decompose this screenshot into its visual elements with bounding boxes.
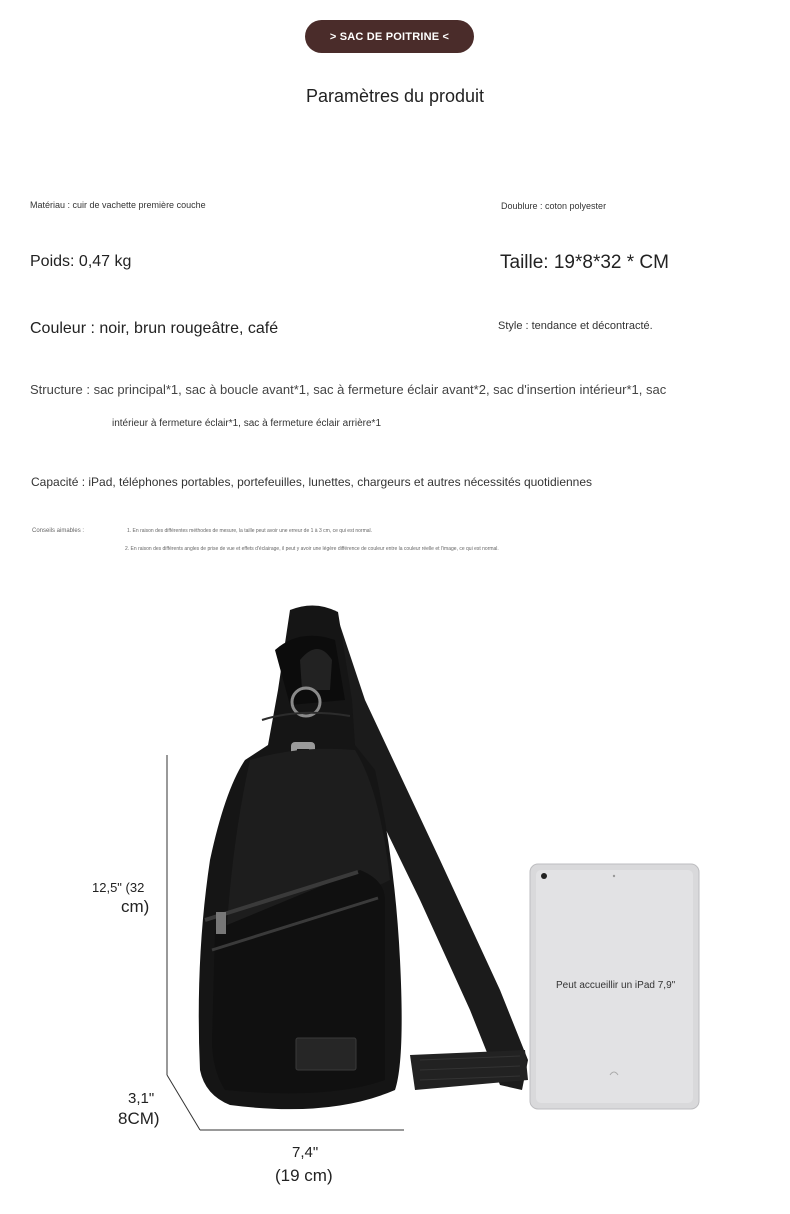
ipad-caption: Peut accueillir un iPad 7,9" (556, 980, 676, 991)
page-title: Paramètres du produit (305, 86, 485, 106)
bag-body (199, 605, 402, 1109)
spec-size: Taille: 19*8*32 * CM (500, 252, 669, 273)
spec-material: Matériau : cuir de vachette première couche (30, 200, 206, 210)
width-label-line2: (19 cm) (275, 1166, 333, 1185)
spec-lining: Doublure : coton polyester (501, 201, 607, 211)
depth-label-line2: 8CM) (118, 1109, 160, 1128)
tip-2: 2. En raison des différents angles de prise de vue et effets d'éclairage, il peut y avoir une légère différence de couleur entre la couleur réelle et l'image, ce qui est normal. (125, 546, 499, 552)
spec-style: Style : tendance et décontracté. (498, 320, 653, 332)
spec-structure-line1: Structure : sac principal*1, sac à boucle avant*1, sac à fermeture éclair avant*2, sac d'insertion intérieur*1, sac (30, 382, 667, 397)
depth-label-line1: 3,1" (128, 1090, 155, 1107)
width-label-line1: 7,4" (292, 1144, 319, 1161)
spec-color: Couleur : noir, brun rougeâtre, café (30, 320, 279, 337)
height-label-line1: 12,5" (32 (92, 880, 145, 895)
spec-weight: Poids: 0,47 kg (30, 253, 132, 270)
spec-capacity: Capacité : iPad, téléphones portables, portefeuilles, lunettes, chargeurs et autres nécessités quotidiennes (31, 475, 593, 489)
tips-label: Conseils aimables : (32, 528, 85, 534)
spec-structure-line2: intérieur à fermeture éclair*1, sac à fermeture éclair arrière*1 (112, 418, 381, 429)
category-badge: > SAC DE POITRINE < (305, 20, 474, 53)
height-label-line2: cm) (121, 897, 150, 916)
tip-1: 1. En raison des différentes méthodes de mesure, la taille peut avoir une erreur de 1 à 3 cm, ce qui est normal. (127, 528, 373, 534)
